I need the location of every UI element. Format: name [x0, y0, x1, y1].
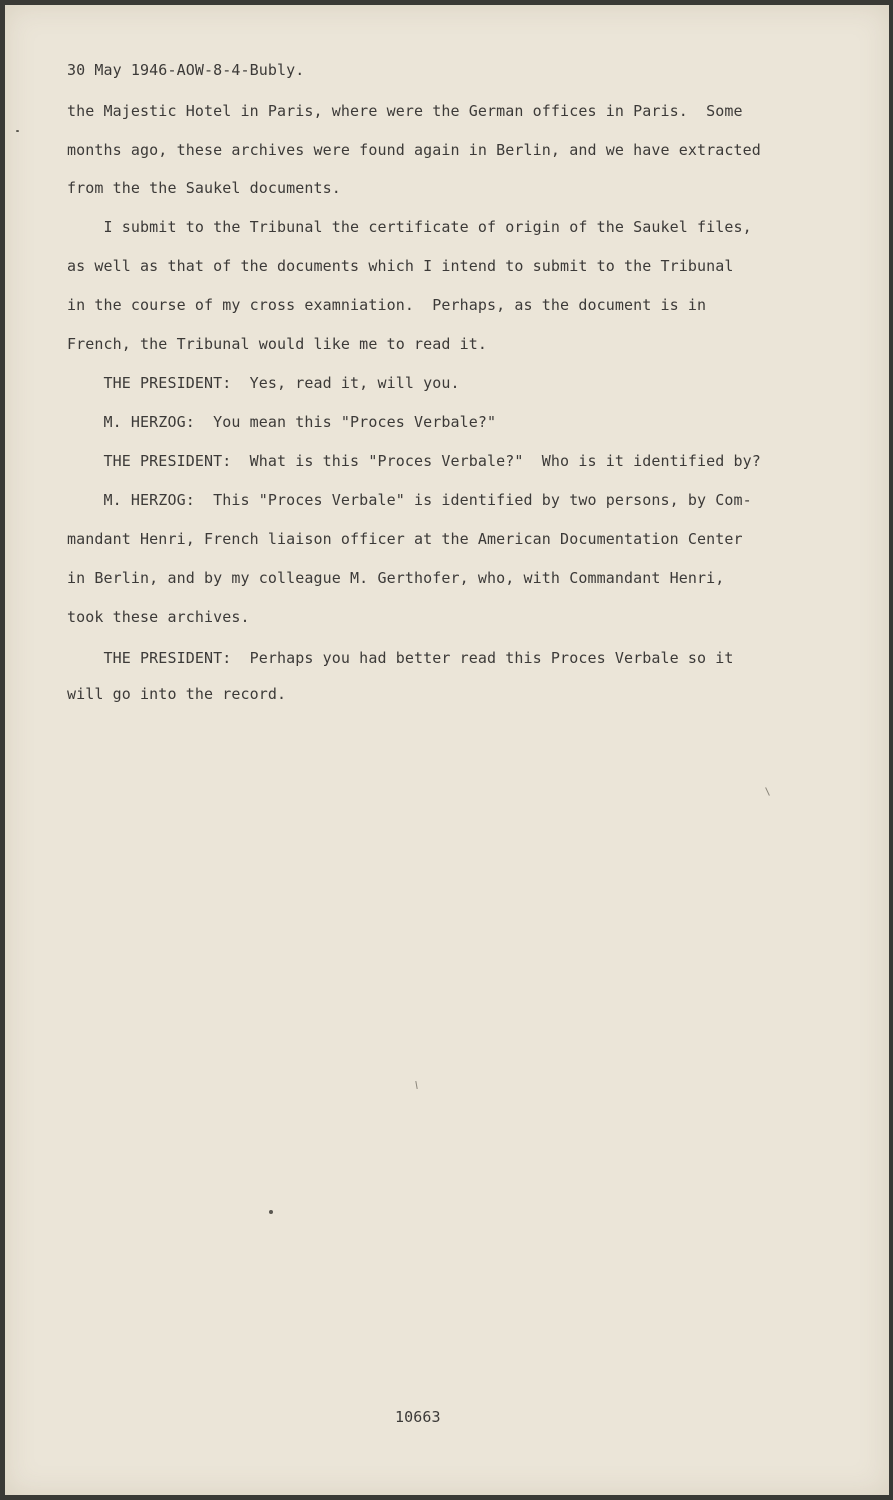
body-line: took these archives. — [67, 608, 250, 626]
page-number: 10663 — [395, 1408, 441, 1426]
paper-scratch — [415, 1081, 417, 1089]
body-line: from the the Saukel documents. — [67, 179, 341, 197]
document-page — [5, 5, 889, 1495]
body-line: in Berlin, and by my colleague M. Gerthofer, who, with Commandant Henri, — [67, 569, 725, 587]
body-line: M. HERZOG: This "Proces Verbale" is identified by two persons, by Com- — [67, 491, 752, 509]
body-line: THE PRESIDENT: Yes, read it, will you. — [67, 374, 460, 392]
body-line: the Majestic Hotel in Paris, where were the German offices in Paris. Some — [67, 102, 743, 120]
body-line: French, the Tribunal would like me to read it. — [67, 335, 488, 353]
body-line: will go into the record. — [67, 685, 287, 703]
paper-scratch — [765, 787, 770, 796]
paper-speck — [269, 1210, 273, 1214]
body-line: THE PRESIDENT: Perhaps you had better read this Proces Verbale so it — [67, 649, 734, 667]
body-line: as well as that of the documents which I intend to submit to the Tribunal — [67, 257, 734, 275]
paper-speck — [16, 130, 19, 132]
body-line: in the course of my cross examniation. Perhaps, as the document is in — [67, 296, 707, 314]
body-line: I submit to the Tribunal the certificate of origin of the Saukel files, — [67, 218, 752, 236]
document-header: 30 May 1946-AOW-8-4-Bubly. — [67, 61, 305, 79]
body-line: months ago, these archives were found again in Berlin, and we have extracted — [67, 141, 761, 159]
body-line: THE PRESIDENT: What is this "Proces Verbale?" Who is it identified by? — [67, 452, 761, 470]
body-line: mandant Henri, French liaison officer at the American Documentation Center — [67, 530, 743, 548]
body-line: M. HERZOG: You mean this "Proces Verbale?" — [67, 413, 497, 431]
